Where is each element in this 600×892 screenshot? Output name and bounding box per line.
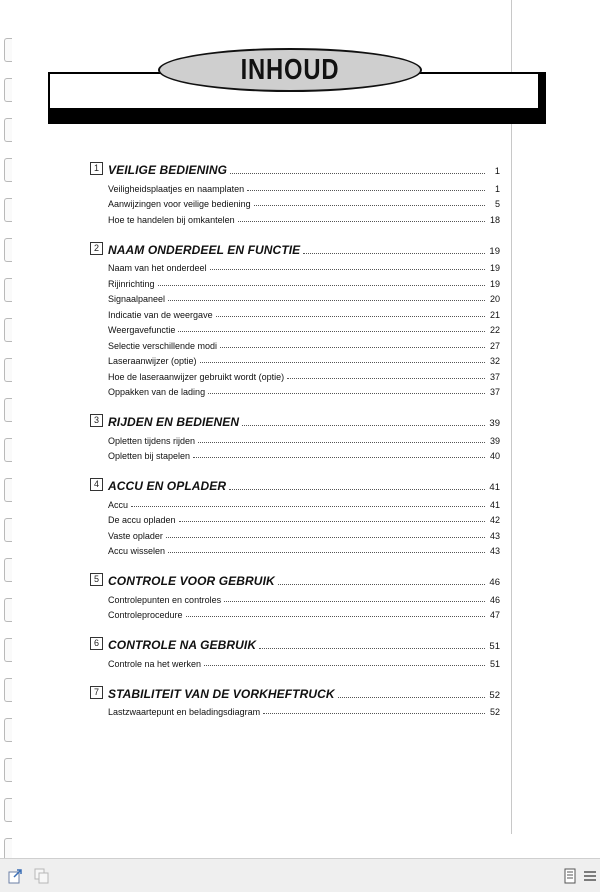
- entry-page: 43: [489, 530, 500, 541]
- title-banner-shadow: [48, 108, 546, 124]
- toc-entry[interactable]: [90, 209, 500, 225]
- section-number: 4: [90, 478, 103, 491]
- binding-ring: [4, 158, 12, 182]
- dot-leader: [158, 285, 485, 286]
- toc-section: [90, 412, 500, 461]
- section-number: 2: [90, 242, 103, 255]
- toc-section-heading[interactable]: [90, 635, 500, 652]
- viewer-toolbar: [0, 858, 600, 892]
- toc-entry[interactable]: [90, 258, 500, 274]
- toc-section-heading[interactable]: [90, 476, 500, 493]
- dot-leader: [338, 697, 485, 698]
- toc-section-heading[interactable]: [90, 571, 500, 588]
- entry-page: 47: [489, 610, 500, 620]
- section-title: RIJDEN EN BEDIENEN: [108, 415, 240, 429]
- menu-icon[interactable]: [582, 868, 598, 884]
- toc-entry[interactable]: [90, 304, 500, 320]
- binding-ring: [4, 638, 12, 662]
- binding-ring: [4, 758, 12, 782]
- entry-page: 46: [489, 594, 500, 605]
- toc-entry[interactable]: [90, 351, 500, 367]
- section-page: 52: [489, 689, 500, 701]
- toc-entry[interactable]: [90, 194, 500, 210]
- entry-page: 1: [494, 183, 500, 194]
- binding-ring: [4, 398, 12, 422]
- toc-section-heading[interactable]: [90, 684, 500, 701]
- section-title: NAAM ONDERDEEL EN FUNCTIE: [108, 242, 301, 257]
- dot-leader: [220, 347, 485, 348]
- section-page: 46: [489, 577, 500, 588]
- entry-label: Accu wisselen: [108, 546, 166, 556]
- entry-page: 39: [489, 435, 500, 446]
- toc-section-heading[interactable]: [90, 412, 500, 429]
- page-edge: [511, 0, 512, 834]
- title-banner-shadow-right: [540, 72, 546, 124]
- dot-leader: [168, 552, 485, 553]
- entry-label: Weergavefunctie: [108, 325, 176, 335]
- dot-leader: [166, 537, 485, 538]
- entry-label: Lastzwaartepunt en beladingsdiagram: [108, 707, 261, 717]
- dot-leader: [216, 316, 485, 317]
- toc-entry[interactable]: [90, 446, 500, 462]
- dot-leader: [186, 616, 485, 617]
- entry-page: 19: [489, 278, 500, 289]
- entry-label: Hoe te handelen bij omkantelen: [108, 214, 235, 225]
- toc-entry[interactable]: [90, 178, 500, 194]
- binding-ring: [4, 38, 12, 62]
- entry-label: Signaalpaneel: [108, 294, 166, 304]
- toc-section: [90, 635, 500, 669]
- entry-page: 51: [489, 658, 500, 669]
- dot-leader: [287, 378, 485, 379]
- entry-page: 37: [489, 371, 500, 382]
- section-title: ACCU EN OPLADER: [108, 479, 227, 493]
- binding-ring: [4, 438, 12, 462]
- entry-page: 18: [489, 214, 500, 225]
- dot-leader: [254, 205, 485, 206]
- section-number: 6: [90, 637, 103, 650]
- dot-leader: [242, 425, 485, 426]
- toc-entry[interactable]: [90, 510, 500, 526]
- toc-entry[interactable]: [90, 289, 500, 305]
- toc-section-heading[interactable]: [90, 160, 500, 177]
- entry-page: 42: [489, 515, 500, 525]
- toc-section: [90, 160, 500, 225]
- toc-entry[interactable]: [90, 541, 500, 557]
- entry-label: Opletten tijdens rijden: [108, 435, 196, 446]
- dot-leader: [247, 190, 485, 191]
- toc-entry[interactable]: [90, 335, 500, 351]
- entry-page: 22: [489, 325, 500, 335]
- toc-entry[interactable]: [90, 702, 500, 718]
- entry-page: 5: [494, 199, 500, 209]
- dot-leader: [179, 521, 485, 522]
- table-of-contents: [90, 160, 500, 732]
- entry-page: 20: [489, 294, 500, 304]
- section-page: 1: [494, 166, 500, 177]
- entry-page: 32: [489, 356, 500, 366]
- dot-leader: [200, 362, 485, 363]
- entry-page: 37: [489, 387, 500, 397]
- toc-entry[interactable]: [90, 525, 500, 541]
- entry-page: 21: [489, 309, 500, 320]
- entry-label: Rijinrichting: [108, 278, 155, 289]
- binding-ring: [4, 198, 12, 222]
- dot-leader: [198, 442, 485, 443]
- spiral-binding: [4, 38, 18, 838]
- dot-leader: [208, 393, 485, 394]
- entry-label: Controleprocedure: [108, 610, 183, 620]
- entry-page: 40: [489, 451, 500, 461]
- toc-section: [90, 684, 500, 718]
- section-title: CONTROLE NA GEBRUIK: [108, 638, 257, 652]
- toc-entry[interactable]: [90, 366, 500, 382]
- toc-section-heading[interactable]: [90, 240, 500, 257]
- toc-entry[interactable]: [90, 494, 500, 510]
- binding-ring: [4, 78, 12, 102]
- binding-ring: [4, 678, 12, 702]
- toc-section: [90, 240, 500, 398]
- export-icon[interactable]: [8, 868, 24, 884]
- binding-ring: [4, 238, 12, 262]
- section-page: 41: [489, 482, 500, 493]
- entry-page: 41: [489, 499, 500, 510]
- page-title: INHOUD: [240, 54, 340, 86]
- entry-label: Controlepunten en controles: [108, 594, 222, 605]
- dot-leader: [178, 331, 485, 332]
- toc-entry[interactable]: [90, 605, 500, 621]
- section-number: 1: [90, 162, 103, 175]
- dot-leader: [238, 221, 485, 222]
- toc-entry[interactable]: [90, 273, 500, 289]
- section-title: CONTROLE VOOR GEBRUIK: [108, 574, 275, 588]
- entry-page: 19: [489, 263, 500, 273]
- entry-label: De accu opladen: [108, 515, 176, 525]
- section-page: 51: [489, 641, 500, 652]
- dot-leader: [204, 665, 485, 666]
- entry-label: Opletten bij stapelen: [108, 451, 191, 461]
- entry-label: Veiligheidsplaatjes en naamplaten: [108, 183, 245, 194]
- section-number: 3: [90, 414, 103, 427]
- section-number: 7: [90, 686, 103, 699]
- binding-ring: [4, 518, 12, 542]
- dot-leader: [259, 648, 485, 649]
- binding-ring: [4, 798, 12, 822]
- binding-ring: [4, 558, 12, 582]
- toc-entry[interactable]: [90, 653, 500, 669]
- binding-ring: [4, 318, 12, 342]
- dot-leader: [131, 506, 485, 507]
- binding-ring: [4, 358, 12, 382]
- dot-leader: [303, 253, 485, 254]
- entry-label: Aanwijzingen voor veilige bediening: [108, 199, 251, 209]
- page-view-icon[interactable]: [562, 868, 578, 884]
- binding-ring: [4, 118, 12, 142]
- toc-section: [90, 476, 500, 556]
- binding-ring: [4, 718, 12, 742]
- binding-ring: [4, 598, 12, 622]
- dot-leader: [278, 584, 485, 585]
- entry-page: 52: [489, 707, 500, 717]
- toc-section: [90, 571, 500, 620]
- toc-entry[interactable]: [90, 430, 500, 446]
- dot-leader: [168, 300, 485, 301]
- toc-entry[interactable]: [90, 320, 500, 336]
- dot-leader: [229, 489, 485, 490]
- section-page: 19: [489, 245, 500, 257]
- entry-page: 27: [489, 340, 500, 351]
- section-title: VEILIGE BEDIENING: [108, 163, 228, 177]
- dot-leader: [230, 173, 485, 174]
- section-number: 5: [90, 573, 103, 586]
- binding-ring: [4, 278, 12, 302]
- entry-label: Hoe de laseraanwijzer gebruikt wordt (optie): [108, 371, 285, 382]
- entry-label: Selectie verschillende modi: [108, 340, 218, 351]
- toc-entry[interactable]: [90, 382, 500, 398]
- section-page: 39: [489, 418, 500, 429]
- dot-leader: [224, 601, 485, 602]
- entry-label: Accu: [108, 499, 129, 510]
- entry-label: Indicatie van de weergave: [108, 309, 213, 320]
- dot-leader: [193, 457, 485, 458]
- entry-page: 43: [489, 546, 500, 556]
- entry-label: Oppakken van de lading: [108, 387, 206, 397]
- dot-leader: [263, 713, 485, 714]
- entry-label: Laseraanwijzer (optie): [108, 356, 197, 366]
- copy-icon[interactable]: [34, 868, 50, 884]
- entry-label: Vaste oplader: [108, 530, 163, 541]
- toc-entry[interactable]: [90, 589, 500, 605]
- binding-ring: [4, 478, 12, 502]
- dot-leader: [210, 269, 485, 270]
- entry-label: Naam van het onderdeel: [108, 263, 207, 273]
- entry-label: Controle na het werken: [108, 658, 202, 669]
- section-title: STABILITEIT VAN DE VORKHEFTRUCK: [108, 686, 335, 701]
